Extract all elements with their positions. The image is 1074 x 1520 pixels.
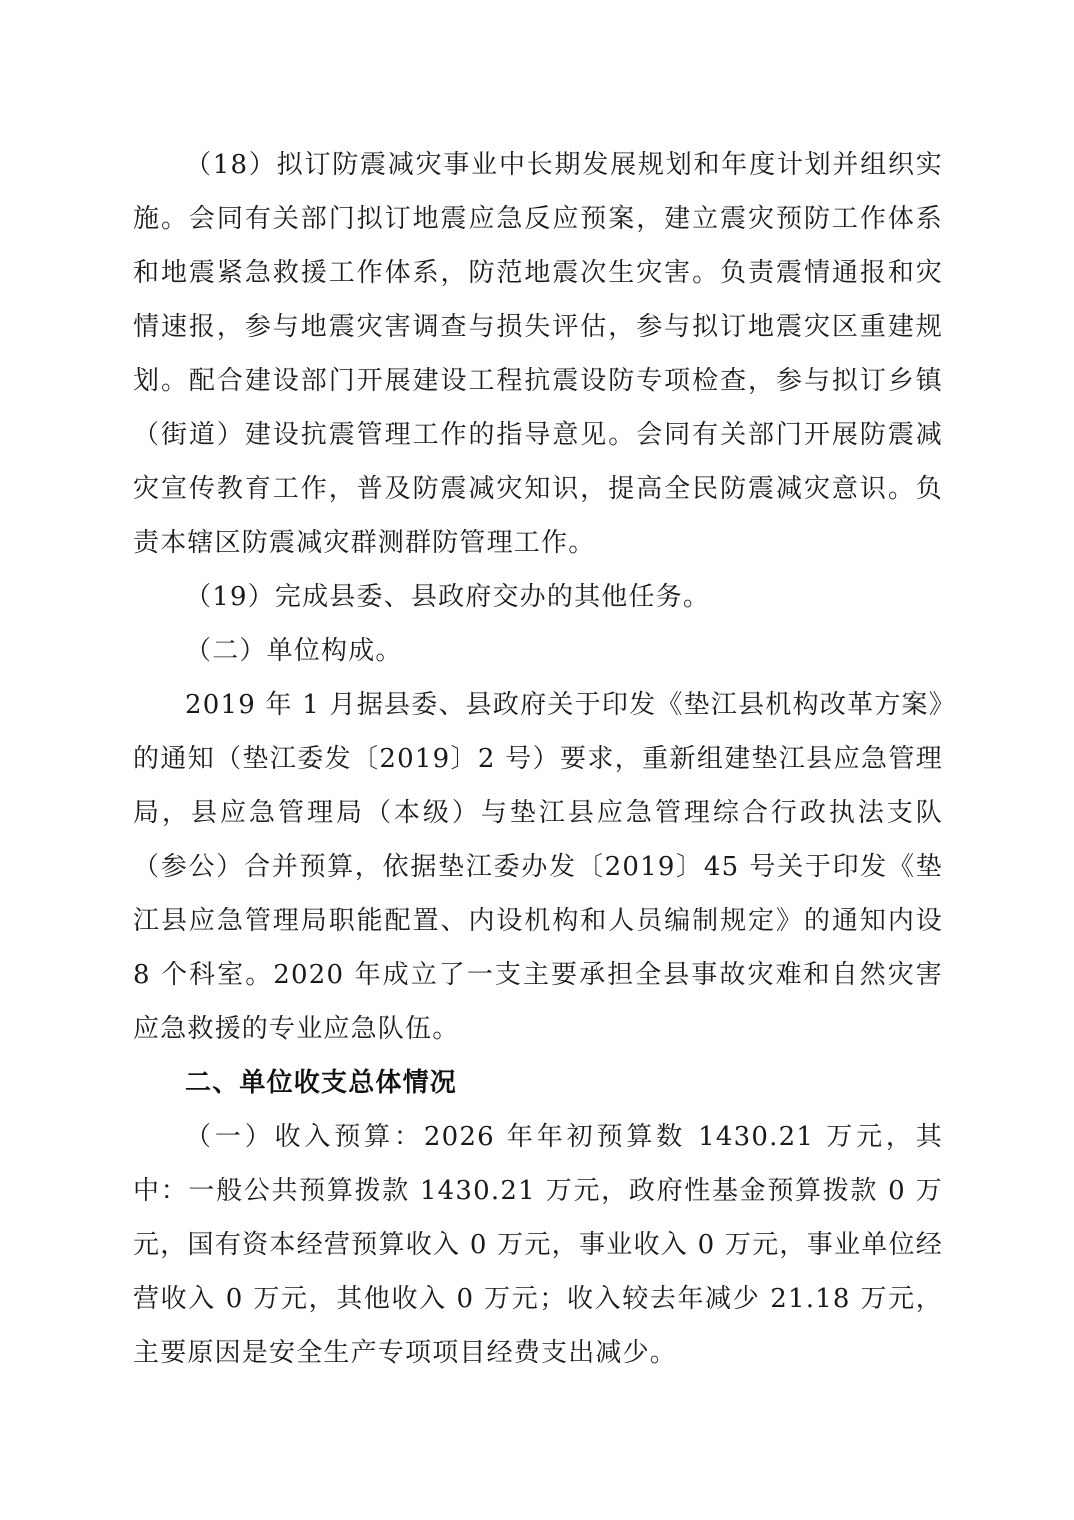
section-heading-income-expenditure: 二、单位收支总体情况 bbox=[185, 1068, 458, 1098]
document-body bbox=[133, 138, 943, 1380]
paragraph-unit-composition: （二）单位构成。 bbox=[185, 636, 403, 666]
paragraph-income-budget: （一）收入预算：2026 年年初预算数 1430.21 万元，其中：一般公共预算拨款 1430.21 万元，政府性基金预算拨款 0 万元，国有资本经营预算收入 0 万元，事业收入 0 万元，事业单位经营收入 0 万元，其他收入 0 万元；收入较去年减少 21.18 万元，主要原因是安全生产专项项目经费支出减少。 bbox=[133, 1122, 943, 1368]
paragraph-item-19: （19）完成县委、县政府交办的其他任务。 bbox=[185, 582, 711, 612]
paragraph-item-18: （18）拟订防震减灾事业中长期发展规划和年度计划并组织实施。会同有关部门拟订地震应急反应预案，建立震灾预防工作体系和地震紧急救援工作体系，防范地震次生灾害。负责震情通报和灾情速报，参与地震灾害调查与损失评估，参与拟订地震灾区重建规划。配合建设部门开展建设工程抗震设防专项检查，参与拟订乡镇（街道）建设抗震管理工作的指导意见。会同有关部门开展防震减灾宣传教育工作，普及防震减灾知识，提高全民防震减灾意识。负责本辖区防震减灾群测群防管理工作。 bbox=[133, 150, 943, 558]
paragraph-unit-history: 2019 年 1 月据县委、县政府关于印发《垫江县机构改革方案》的通知（垫江委发〔2019〕2 号）要求，重新组建垫江县应急管理局，县应急管理局（本级）与垫江县应急管理综合行政执法支队（参公）合并预算，依据垫江委办发〔2019〕45 号关于印发《垫江县应急管理局职能配置、内设机构和人员编制规定》的通知内设 8 个科室。2020 年成立了一支主要承担全县事故灾难和自然灾害应急救援的专业应急队伍。 bbox=[133, 690, 943, 1044]
